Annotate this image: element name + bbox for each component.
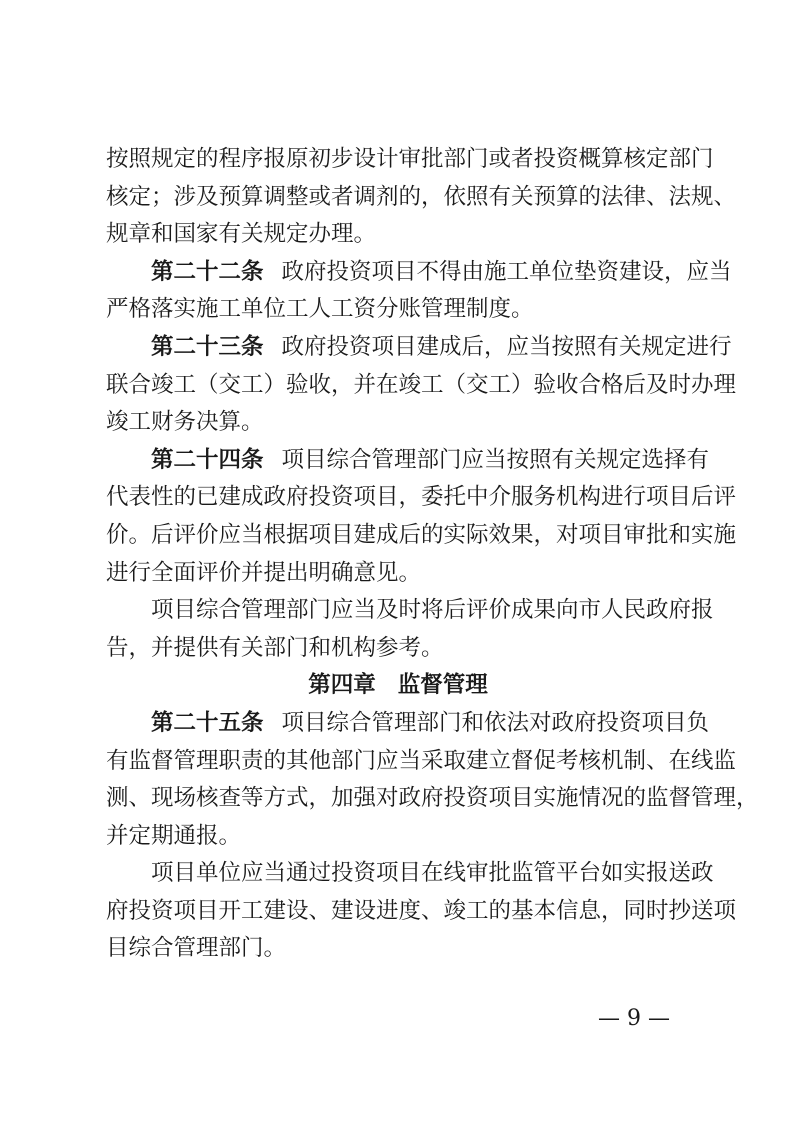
text-line: 竣工财务决算。 xyxy=(106,409,264,436)
text-line: 项目单位应当通过投资项目在线审批监管平台如实报送政 xyxy=(151,860,714,887)
text-line: 项目综合管理部门应当及时将后评价成果向市人民政府报 xyxy=(151,597,714,624)
text-line: 核定；涉及预算调整或者调剂的，依照有关预算的法律、法规、 xyxy=(106,183,737,210)
text-line: 测、现场核查等方式，加强对政府投资项目实施情况的监督管理， xyxy=(106,785,759,812)
text-line: 规章和国家有关规定办理。 xyxy=(106,221,377,248)
text-span: 项目综合管理部门应当按照有关规定选择有 xyxy=(281,446,710,473)
page-number: — 9 — xyxy=(598,1006,670,1031)
text-line: 有监督管理职责的其他部门应当采取建立督促考核机制、在线监 xyxy=(106,747,737,774)
text-line: 价。后评价应当根据项目建成后的实际效果，对项目审批和实施 xyxy=(106,521,737,548)
document-body xyxy=(106,141,759,968)
article-25-label: 第二十五条 xyxy=(151,709,264,736)
text-line: 按照规定的程序报原初步设计审批部门或者投资概算核定部门 xyxy=(106,146,714,172)
article-24-first-line xyxy=(106,442,710,480)
article-22-label: 第二十二条 xyxy=(151,258,264,285)
chapter-number: 第四章 xyxy=(308,672,376,699)
text-line: 严格落实施工单位工人工资分账管理制度。 xyxy=(106,296,534,323)
article-24-label: 第二十四条 xyxy=(151,446,264,473)
article-23-first-line xyxy=(106,329,732,367)
article-23-label: 第二十三条 xyxy=(151,333,264,360)
text-line: 联合竣工（交工）验收，并在竣工（交工）验收合格后及时办理 xyxy=(106,371,737,398)
text-line: 代表性的已建成政府投资项目，委托中介服务机构进行项目后评 xyxy=(106,484,737,511)
text-line: 告，并提供有关部门和机构参考。 xyxy=(106,634,444,661)
text-line: 并定期通报。 xyxy=(106,822,242,849)
article-22-first-line xyxy=(106,254,732,292)
text-span: 政府投资项目建成后，应当按照有关规定进行 xyxy=(281,333,732,360)
chapter-heading xyxy=(106,667,690,705)
text-line: 进行全面评价并提出明确意见。 xyxy=(106,559,422,586)
text-span: 政府投资项目不得由施工单位垫资建设，应当 xyxy=(281,258,732,285)
article-25-first-line xyxy=(106,705,710,743)
text-line: 府投资项目开工建设、建设进度、竣工的基本信息，同时抄送项 xyxy=(106,897,737,924)
text-line: 目综合管理部门。 xyxy=(106,935,287,962)
chapter-title: 监督管理 xyxy=(397,672,488,699)
text-span: 项目综合管理部门和依法对政府投资项目负 xyxy=(281,709,710,736)
